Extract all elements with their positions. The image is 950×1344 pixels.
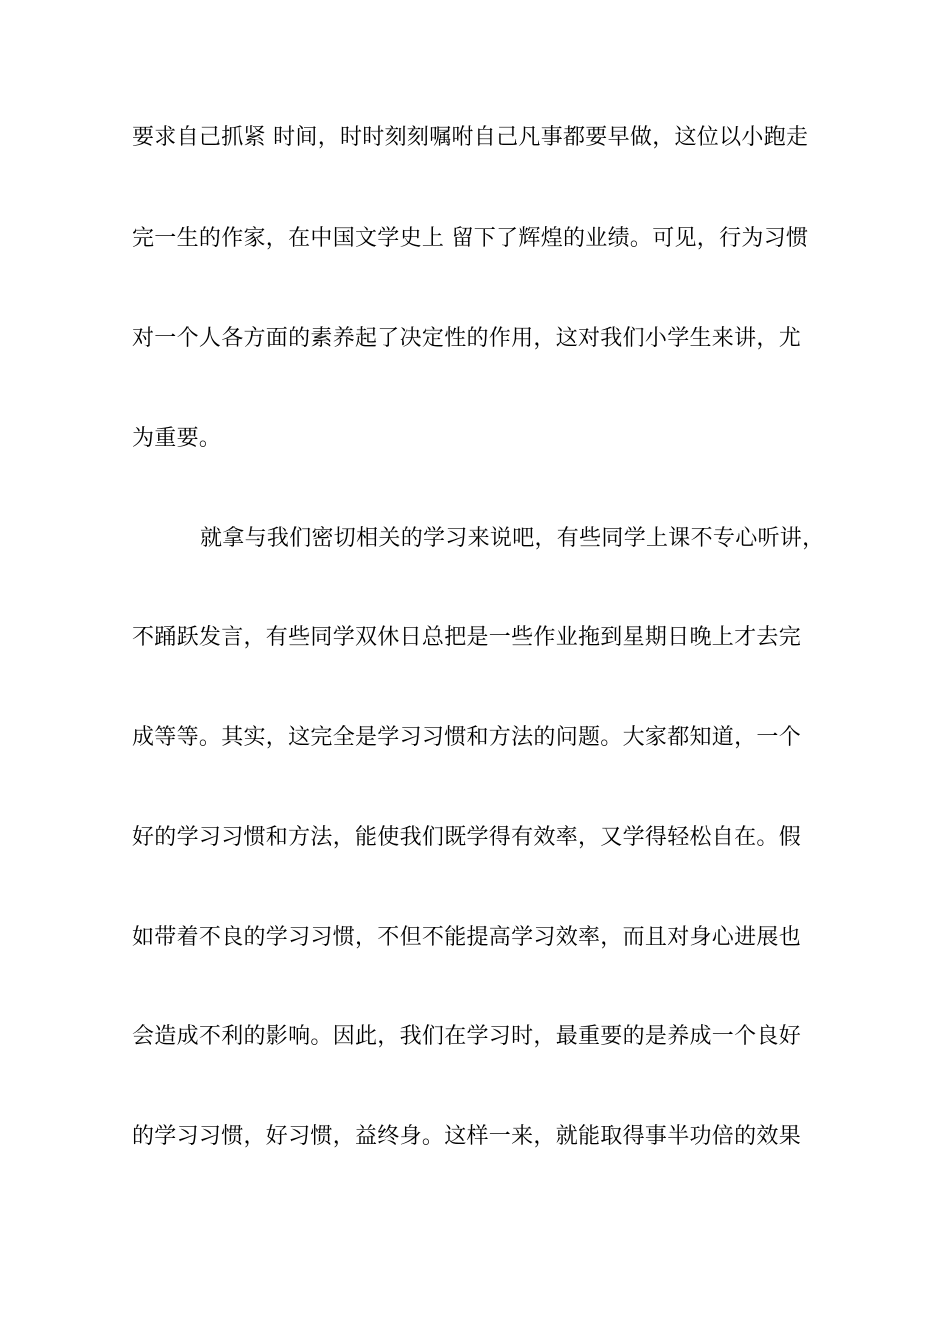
text-line: 如带着不良的学习习惯，不但不能提高学习效率，而且对身心进展也 <box>132 925 802 950</box>
text-line: 为重要。 <box>132 426 222 451</box>
text-line: 的学习习惯，好习惯，益终身。这样一来，就能取得事半功倍的效果 <box>132 1124 802 1149</box>
text-line: 就拿与我们密切相关的学习来说吧，有些同学上课不专心听讲， <box>200 526 825 551</box>
text-line: 会造成不利的影响。因此，我们在学习时，最重要的是养成一个良好 <box>132 1024 802 1049</box>
text-line: 好的学习习惯和方法，能使我们既学得有效率，又学得轻松自在。假 <box>132 825 802 850</box>
text-line: 要求自己抓紧 时间，时时刻刻嘱咐自己凡事都要早做，这位以小跑走 <box>132 125 809 150</box>
text-line: 成等等。其实，这完全是学习习惯和方法的问题。大家都知道，一个 <box>132 725 802 750</box>
text-line: 完一生的作家，在中国文学史上 留下了辉煌的业绩。可见，行为习惯 <box>132 226 809 251</box>
text-line: 对一个人各方面的素养起了决定性的作用，这对我们小学生来讲，尤 <box>132 326 802 351</box>
text-line: 不踊跃发言，有些同学双休日总把是一些作业拖到星期日晚上才去完 <box>132 625 802 650</box>
